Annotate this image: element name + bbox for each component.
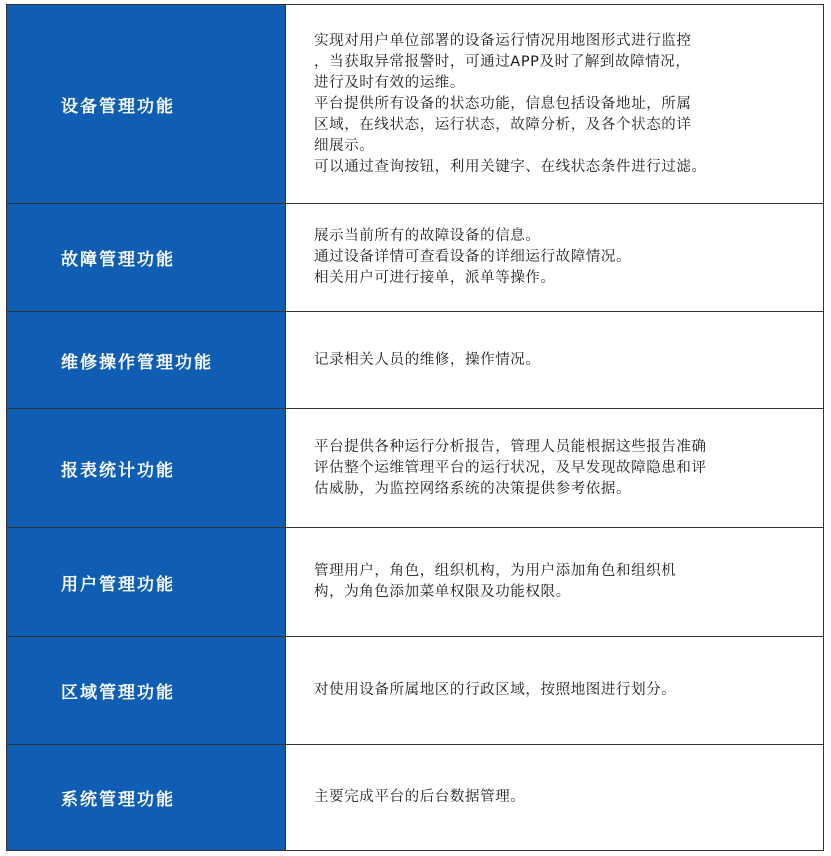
row-label: 设备管理功能 (7, 5, 286, 203)
description-line: 评估整个运维管理平台的运行状况，及早发现故障隐患和评 (314, 459, 707, 476)
description-line: 构，为角色添加菜单权限及功能权限。 (314, 584, 571, 600)
description-line: 记录相关人员的维修，操作情况。 (314, 351, 541, 368)
description-line: 主要完成平台的后台数据管理。 (314, 789, 526, 805)
table-row-region-management (7, 637, 823, 745)
description-line: 管理用户，角色，组织机构，为用户添加角色和组织机 (314, 563, 677, 579)
description-line: 平台提供各种运行分析报告，管理人员能根据这些报告准确 (314, 438, 707, 455)
table-row-fault-management (7, 204, 823, 312)
table-row-user-management (7, 528, 823, 637)
description-line: 可以通过查询按钮，利用关键字、在线状态条件进行过滤。 (314, 158, 707, 175)
row-label: 系统管理功能 (7, 745, 286, 850)
row-label: 区域管理功能 (7, 637, 286, 744)
description-line: 平台提供所有设备的状态功能，信息包括设备地址，所属 (314, 95, 692, 112)
description-line: 展示当前所有的故障设备的信息。 (314, 228, 541, 244)
row-label: 维修操作管理功能 (7, 312, 286, 408)
table-row-system-management (7, 745, 823, 851)
row-description (286, 312, 823, 408)
table-row-device-management (7, 5, 823, 204)
description-line: 相关用户可进行接单，派单等操作。 (314, 270, 556, 286)
feature-table (6, 4, 824, 851)
row-description (286, 204, 823, 311)
description-line: 估威胁，为监控网络系统的决策提供参考依据。 (314, 480, 632, 497)
row-label: 用户管理功能 (7, 528, 286, 636)
description-line: 实现对用户单位部署的设备运行情况用地图形式进行监控 (314, 32, 692, 49)
row-label: 报表统计功能 (7, 409, 286, 527)
row-description (286, 5, 823, 203)
description-line: 区域，在线状态，运行状态，故障分析，及各个状态的详 (314, 116, 692, 133)
table-row-maintenance-management (7, 312, 823, 409)
description-line: 通过设备详情可查看设备的详细运行故障情况。 (314, 249, 632, 265)
description-line: 进行及时有效的运维。 (314, 74, 465, 91)
description-line: 对使用设备所属地区的行政区域，按照地图进行划分。 (314, 682, 677, 698)
row-description (286, 528, 823, 636)
table-row-report-statistics (7, 409, 823, 528)
row-description (286, 637, 823, 744)
description-line: 细展示。 (314, 137, 375, 154)
row-label: 故障管理功能 (7, 204, 286, 311)
description-line: ，当获取异常报警时，可通过APP及时了解到故障情况， (314, 53, 691, 70)
row-description (286, 409, 823, 527)
row-description (286, 745, 823, 850)
